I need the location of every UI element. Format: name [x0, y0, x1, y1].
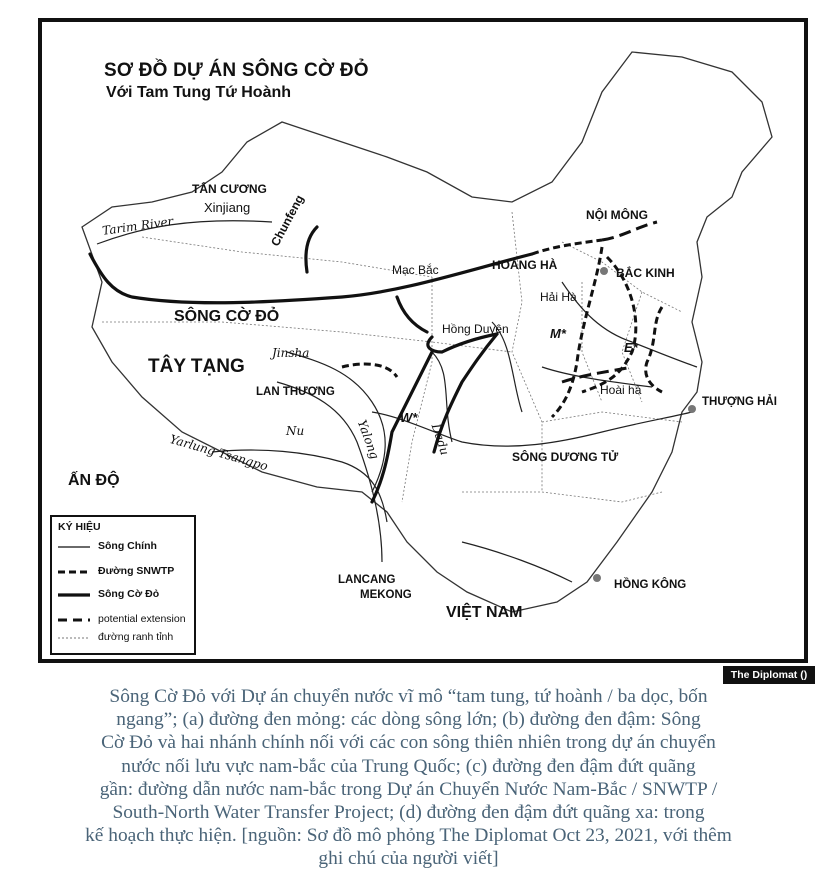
label-hoai-ha: Hoài hà [600, 383, 642, 397]
label-xinjiang: Xinjiang [204, 200, 251, 215]
label-mac-bac: Mạc Bắc [392, 263, 439, 277]
label-song-duong-tu: SÔNG DƯƠNG TỬ [512, 450, 619, 464]
label-chunfeng: Chunfeng [268, 192, 307, 249]
label-noi-mong: NỘI MÔNG [586, 208, 648, 222]
label-thuong-hai: THƯỢNG HẢI [702, 396, 777, 408]
label-viet-nam: VIỆT NAM [446, 604, 523, 621]
legend-item-potential-extension [56, 612, 196, 630]
legend-item-snwtp [56, 564, 196, 582]
label-hong-kong: HỒNG KÔNG [614, 579, 687, 591]
legend-label: potential extension [98, 613, 186, 625]
label-yalong: Yalong [354, 418, 382, 461]
legend-label: Sông Chính [98, 540, 157, 552]
beijing-marker [600, 267, 608, 275]
label-an-do: ẤN ĐỘ [68, 472, 120, 489]
label-hong-duyen: Hồng Duyên [442, 322, 509, 336]
label-tarim-river: Tarim River [101, 214, 175, 238]
caption-line: Cờ Đỏ và hai nhánh chính nối với các con sông thiên nhiên trong dự án chuyển [101, 732, 716, 754]
label-dadu: Dadu [428, 422, 452, 457]
map-legend [50, 515, 196, 655]
label-lancang: LANCANG [338, 574, 396, 586]
label-hai-ha: Hải Hà [540, 290, 577, 304]
legend-label: Đường SNWTP [98, 565, 175, 577]
caption-line: Sông Cờ Đỏ với Dự án chuyển nước vĩ mô “tam tung, tứ hoành / ba dọc, bốn [109, 686, 708, 707]
legend-label: đường ranh tỉnh [98, 631, 174, 643]
label-lan-thuong: LAN THƯƠNG [256, 386, 335, 398]
caption-line: gần: đường dẫn nước nam-bắc trong Dự án Chuyển Nước Nam-Bắc / SNWTP / [99, 778, 718, 800]
map-frame [38, 18, 808, 663]
legend-item-major-river [56, 539, 196, 557]
label-bac-kinh: BẮC KINH [616, 266, 675, 280]
legend-label: Sông Cờ Đỏ [98, 588, 160, 600]
label-mekong: MEKONG [360, 589, 412, 601]
credit-badge: The Diplomat () [723, 666, 815, 684]
caption-line: kế hoạch thực hiện. [nguồn: Sơ đồ mô phỏng The Diplomat Oct 23, 2021, với thêm [85, 825, 732, 847]
label-yarlung: Yarlung Tsangpo [168, 432, 270, 474]
legend-item-province-border [56, 630, 196, 648]
label-hoang-ha: HOÀNG HÀ [492, 258, 558, 272]
caption-line: ngang”; (a) đường đen mỏng: các dòng sông lớn; (b) đường đen đậm: Sông [116, 709, 701, 731]
label-e-star: E* [624, 340, 638, 355]
legend-title: KÝ HIỆU [58, 521, 101, 533]
label-nu: Nu [286, 424, 305, 438]
map-title: SƠ ĐỒ DỰ ÁN SÔNG CỜ ĐỎ [104, 60, 369, 81]
label-tan-cuong: TÂN CƯƠNG [192, 182, 267, 196]
shanghai-marker [688, 405, 696, 413]
label-song-co-do: SÔNG CỜ ĐỎ [174, 308, 280, 325]
label-w-star: W* [400, 410, 418, 425]
label-m-star: M* [550, 326, 566, 341]
hong-kong-marker [593, 574, 601, 582]
map-subtitle: Với Tam Tung Tứ Hoành [106, 84, 292, 101]
label-jinsha: Jinsha [272, 346, 310, 360]
caption-line: ghi chú của người viết] [318, 848, 499, 870]
label-tay-tang: TÂY TẠNG [148, 356, 245, 377]
map-caption [0, 685, 817, 871]
caption-line: nước nối lưu vực nam-bắc của Trung Quốc; (c) đường đen đậm đứt quãng [121, 755, 696, 777]
caption-line: South-North Water Transfer Project; (d) đường đen đậm đứt quãng xa: trong [112, 802, 705, 824]
legend-item-song-co-do [56, 587, 196, 605]
